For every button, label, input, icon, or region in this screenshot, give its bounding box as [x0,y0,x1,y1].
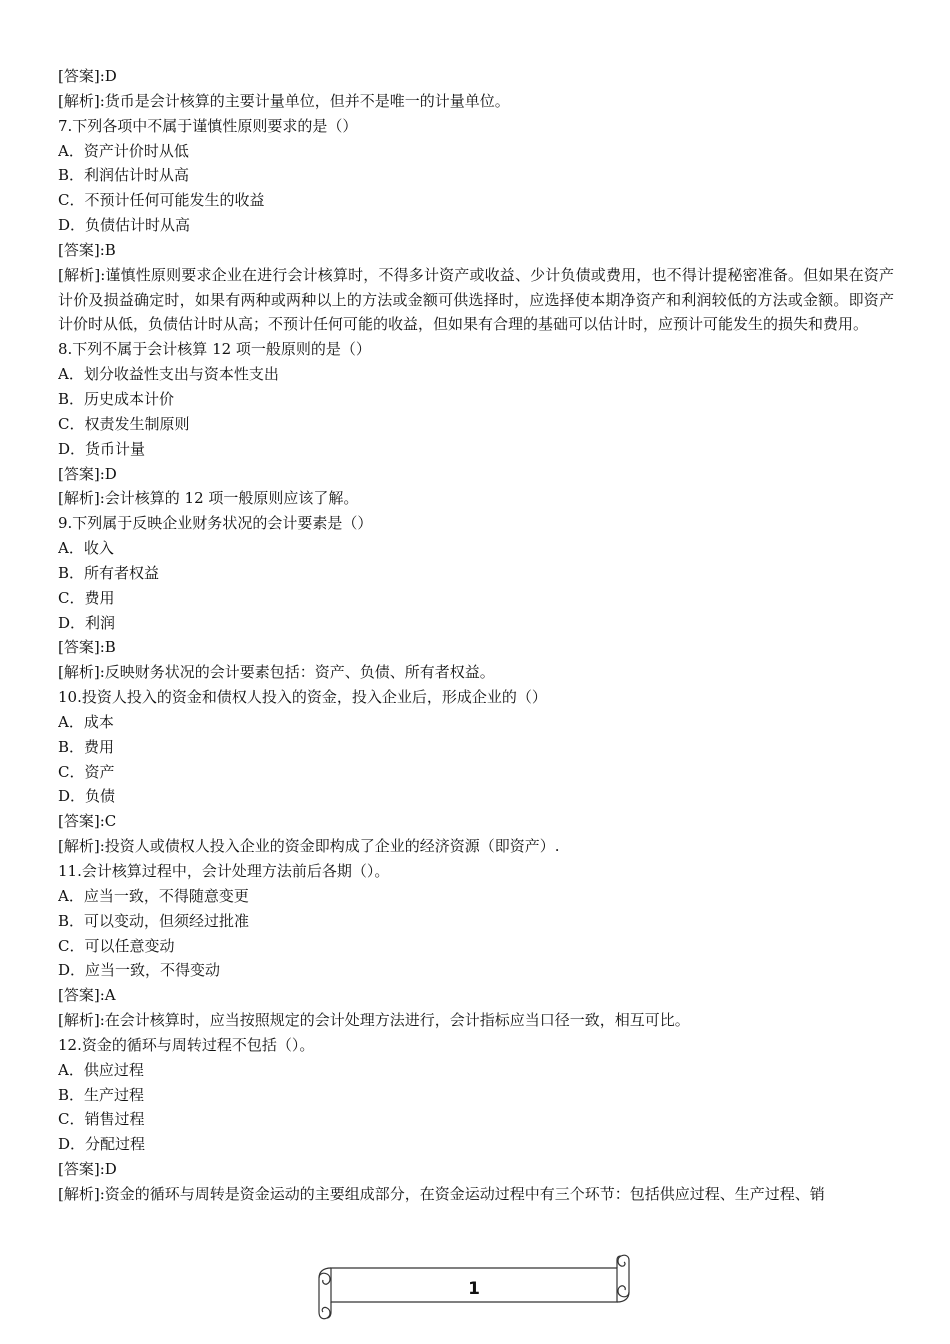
option-item: A．划分收益性支出与资本性支出 [58,365,279,384]
explanation-paragraph: [解析]:会计核算的 12 项一般原则应该了解。 [58,489,359,508]
answer-line: [答案]:C [58,812,117,831]
option-item: B．利润估计时从高 [58,166,190,185]
option-item: B．历史成本计价 [58,389,175,408]
option-item: C．资产 [58,762,115,781]
explanation-paragraph: [解析]:反映财务状况的会计要素包括：资产、负债、所有者权益。 [58,663,495,682]
option-item: B．费用 [58,737,115,756]
option-item: A．收入 [58,539,114,558]
option-item: C．权责发生制原则 [58,414,190,433]
question-stem: 9.下列属于反映企业财务状况的会计要素是（） [58,514,373,533]
option-item: C．销售过程 [58,1110,145,1129]
explanation-paragraph: [解析]:谨慎性原则要求企业在进行会计核算时，不得多计资产或收益、少计负债或费用，也不得计提秘密准备。但如果在资产计价及损益确定时，如果有两种或两种以上的方法或金额可供选择时，应选择使本期净资产和利润较低的方法或金额。即资产计价时从低，负债估计时从高；不预计任何可能的收益，但如果有合理的基础可以估计时，应预计可能发生的损失和费用。 [58,265,894,334]
answer-line: [答案]:B [58,638,116,657]
page-footer [313,1252,635,1324]
option-item: D．利润 [58,613,116,632]
option-item: D．负债 [58,787,116,806]
option-item: B．可以变动，但须经过批准 [58,911,250,930]
option-item: C．不预计任何可能发生的收益 [58,191,265,210]
option-item: A．供应过程 [58,1060,144,1079]
page-number: 1 [468,1279,480,1299]
option-item: D．货币计量 [58,439,146,458]
answer-line: [答案]:A [58,986,116,1005]
option-item: A．资产计价时从低 [58,141,189,160]
option-item: C．费用 [58,588,115,607]
document-body [58,64,894,1207]
explanation-paragraph: [解析]:投资人或债权人投入企业的资金即构成了企业的经济资源（即资产）. [58,837,560,856]
option-item: A．成本 [58,712,114,731]
question-stem: 8.下列不属于会计核算 12 项一般原则的是（） [58,340,371,359]
option-item: B．生产过程 [58,1085,145,1104]
explanation-paragraph: [解析]:资金的循环与周转是资金运动的主要组成部分，在资金运动过程中有三个环节：包括供应过程、生产过程、销 [58,1184,825,1203]
question-stem: 12.资金的循环与周转过程不包括（）。 [58,1035,315,1054]
option-item: B．所有者权益 [58,563,160,582]
question-stem: 11.会计核算过程中，会计处理方法前后各期（）。 [58,862,390,880]
option-item: D．应当一致，不得变动 [58,961,221,980]
question-stem: 10.投资人投入的资金和债权人投入的资金，投入企业后，形成企业的（） [58,688,547,707]
option-item: D．分配过程 [58,1135,146,1154]
answer-line: [答案]:D [58,67,117,85]
answer-line: [答案]:D [58,464,117,483]
question-stem: 7.下列各项中不属于谨慎性原则要求的是（） [58,116,358,135]
option-item: D．负债估计时从高 [58,216,191,235]
option-item: A．应当一致，不得随意变更 [58,886,249,905]
option-item: C．可以任意变动 [58,936,175,955]
answer-line: [答案]:B [58,240,116,259]
explanation-paragraph: [解析]:在会计核算时，应当按照规定的会计处理方法进行，会计指标应当口径一致，相互可比。 [58,1011,690,1030]
explanation-paragraph: [解析]:货币是会计核算的主要计量单位，但并不是唯一的计量单位。 [58,91,510,110]
answer-line: [答案]:D [58,1160,117,1179]
